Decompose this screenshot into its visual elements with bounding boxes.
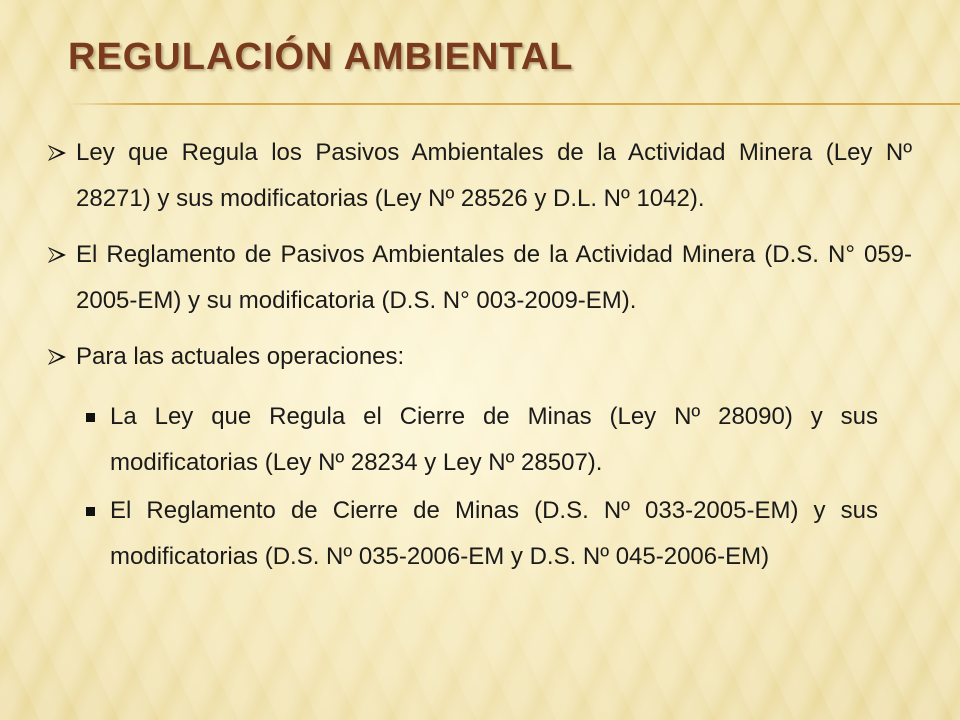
sub-bullet-item xyxy=(46,394,878,486)
square-bullet-icon xyxy=(86,507,95,516)
bullet-item xyxy=(46,334,912,380)
slide-title: REGULACIÓN AMBIENTAL xyxy=(68,36,574,78)
bullet-text: Para las actuales operaciones: xyxy=(76,343,405,370)
slide-content xyxy=(46,130,912,582)
sub-bullet-item xyxy=(46,488,878,580)
sub-bullet-text: La Ley que Regula el Cierre de Minas (Ley Nº 28090) y sus modificatorias (Ley Nº 28234 y Ley Nº 28507). xyxy=(110,403,878,476)
bullet-item xyxy=(46,232,912,324)
bullet-text: Ley que Regula los Pasivos Ambientales de la Actividad Minera (Ley Nº 28271) y sus modificatorias (Ley Nº 28526 y D.L. Nº 1042). xyxy=(76,139,912,212)
arrow-bullet-icon xyxy=(46,334,70,380)
bullet-item xyxy=(46,130,912,222)
title-divider xyxy=(68,103,960,105)
arrow-bullet-icon xyxy=(46,130,70,176)
bullet-text: El Reglamento de Pasivos Ambientales de la Actividad Minera (D.S. N° 059-2005-EM) y su modificatoria (D.S. N° 003-2009-EM). xyxy=(76,241,912,314)
sub-bullet-text: El Reglamento de Cierre de Minas (D.S. Nº 033-2005-EM) y sus modificatorias (D.S. Nº 035-2006-EM y D.S. Nº 045-2006-EM) xyxy=(110,497,878,570)
square-bullet-icon xyxy=(86,413,95,422)
arrow-bullet-icon xyxy=(46,232,70,278)
